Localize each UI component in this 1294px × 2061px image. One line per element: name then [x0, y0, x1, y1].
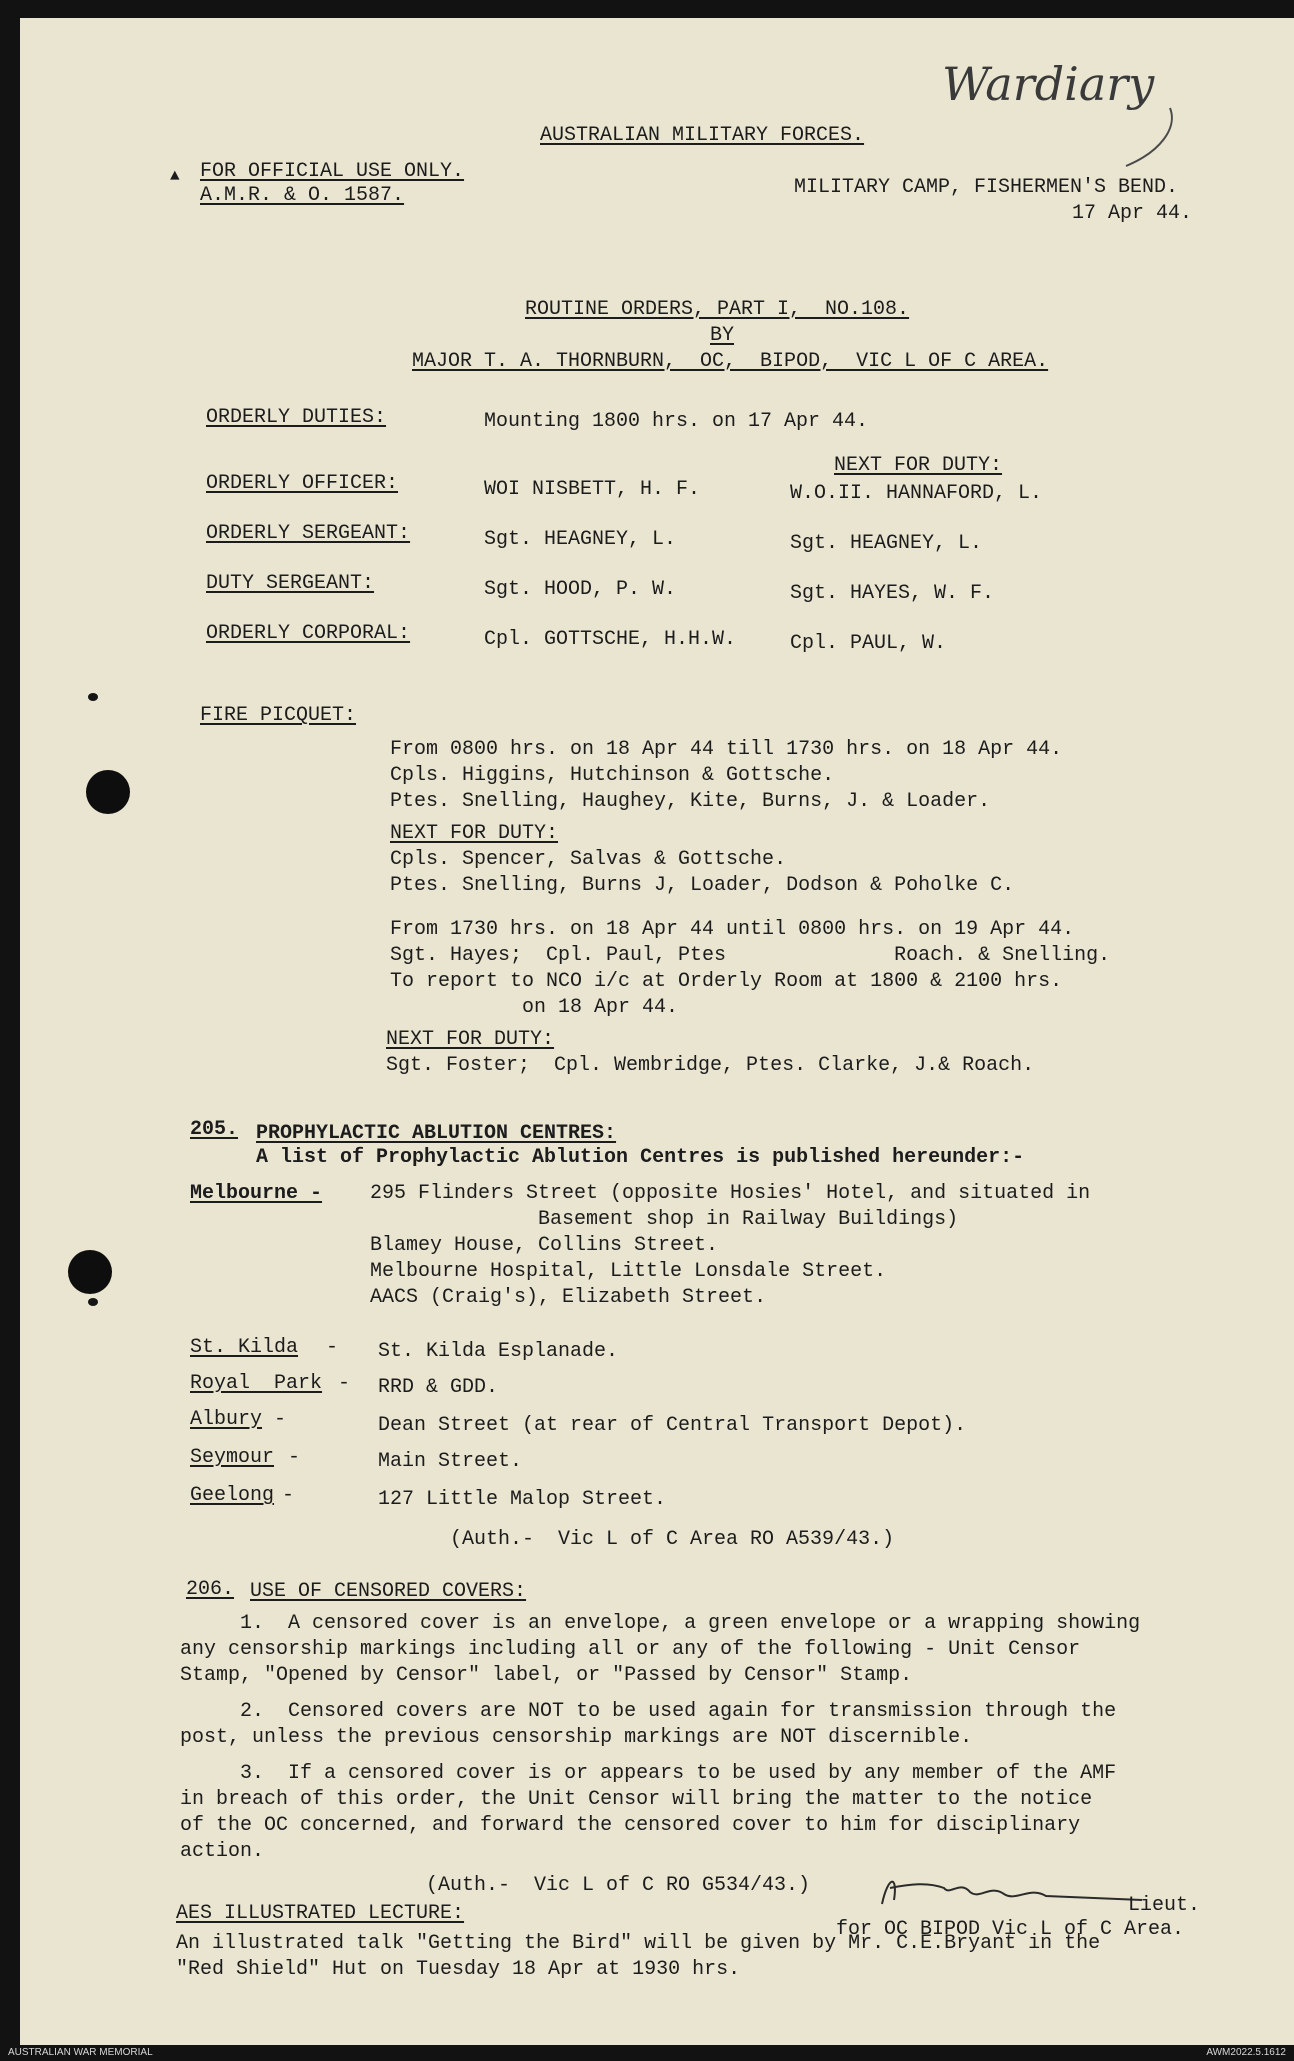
signature-rank: Lieut.: [1128, 1894, 1201, 1917]
picquet-next-header: NEXT FOR DUTY:: [386, 1028, 555, 1051]
org-heading: AUSTRALIAN MILITARY FORCES.: [540, 124, 865, 147]
centre-address: Blamey House, Collins Street.: [370, 1234, 719, 1257]
document-date: 17 Apr 44.: [1072, 202, 1193, 225]
picquet-line: Ptes. Snelling, Haughey, Kite, Burns, J. & Loader.: [390, 790, 991, 813]
orders-issuer: MAJOR T. A. THORNBURN, OC, BIPOD, VIC L OF C AREA.: [412, 350, 1049, 373]
footer-institution: AUSTRALIAN WAR MEMORIAL: [8, 2047, 153, 2058]
place-dash: -: [326, 1336, 339, 1359]
paragraph-line: 3. If a censored cover is or appears to be used by any member of the AMF: [180, 1762, 1117, 1785]
handwritten-annotation: Wardiary: [942, 57, 1155, 111]
picquet-line: Sgt. Hayes; Cpl. Paul, Ptes Roach. & Snelling.: [390, 944, 1111, 967]
triangle-mark: ▲: [170, 167, 180, 185]
centre-address: Melbourne Hospital, Little Lonsdale Street.: [370, 1260, 887, 1283]
picquet-line: Sgt. Foster; Cpl. Wembridge, Ptes. Clarke, J.& Roach.: [386, 1054, 1035, 1077]
centre-address: 295 Flinders Street (opposite Hosies' Hotel, and situated in: [370, 1182, 1091, 1205]
duty-current: Sgt. HEAGNEY, L.: [484, 528, 677, 551]
picquet-line: Ptes. Snelling, Burns J, Loader, Dodson & Poholke C.: [390, 874, 1015, 897]
place-label: Albury: [190, 1408, 263, 1431]
amr-reference: A.M.R. & O. 1587.: [200, 184, 405, 207]
authority-reference: (Auth.- Vic L of C Area RO A539/43.): [450, 1528, 895, 1551]
place-label: Geelong: [190, 1484, 275, 1507]
paragraph-line: any censorship markings including all or any of the following - Unit Censor: [180, 1638, 1081, 1661]
orders-title: ROUTINE ORDERS, PART I, NO.108.: [525, 298, 910, 321]
authority-reference: (Auth.- Vic L of C RO G534/43.): [426, 1874, 811, 1897]
archive-footer: [0, 2045, 1294, 2061]
centre-address: Dean Street (at rear of Central Transport Depot).: [378, 1414, 967, 1437]
document-page: [20, 18, 1294, 2045]
picquet-line: From 0800 hrs. on 18 Apr 44 till 1730 hrs. on 18 Apr 44.: [390, 738, 1063, 761]
place-label: Royal Park: [190, 1372, 323, 1395]
annotation-flourish: [1100, 104, 1190, 174]
duty-next: Sgt. HAYES, W. F.: [790, 582, 995, 605]
centre-address: St. Kilda Esplanade.: [378, 1340, 619, 1363]
duties-label: ORDERLY DUTIES:: [206, 406, 387, 429]
paragraph-line: in breach of this order, the Unit Censor will bring the matter to the notice: [180, 1788, 1093, 1811]
duty-next: Sgt. HEAGNEY, L.: [790, 532, 983, 555]
duty-role: ORDERLY OFFICER:: [206, 472, 399, 495]
centre-address: AACS (Craig's), Elizabeth Street.: [370, 1286, 767, 1309]
paragraph-line: "Red Shield" Hut on Tuesday 18 Apr at 1930 hrs.: [176, 1958, 741, 1981]
handwritten-signature: [870, 1866, 1150, 1916]
orders-by: BY: [710, 324, 735, 347]
picquet-line: From 1730 hrs. on 18 Apr 44 until 0800 hrs. on 19 Apr 44.: [390, 918, 1075, 941]
picquet-line: Cpls. Higgins, Hutchinson & Gottsche.: [390, 764, 835, 787]
next-for-duty-header: NEXT FOR DUTY:: [834, 454, 1003, 477]
centre-address: RRD & GDD.: [378, 1376, 499, 1399]
footer-accession: AWM2022.5.1612: [1206, 2047, 1286, 2058]
duty-role: ORDERLY SERGEANT:: [206, 522, 411, 545]
punch-hole-bottom: [68, 1250, 112, 1294]
place-dash: -: [274, 1408, 287, 1431]
paragraph-line: of the OC concerned, and forward the censored cover to him for disciplinary: [180, 1814, 1081, 1837]
section-title: PROPHYLACTIC ABLUTION CENTRES:: [256, 1122, 617, 1145]
section-title: USE OF CENSORED COVERS:: [250, 1580, 527, 1603]
paragraph-line: 1. A censored cover is an envelope, a green envelope or a wrapping showing: [180, 1612, 1141, 1635]
picquet-line: on 18 Apr 44.: [390, 996, 679, 1019]
fire-picquet-label: FIRE PICQUET:: [200, 704, 357, 727]
section-number: 206.: [186, 1578, 235, 1601]
paragraph-line: action.: [180, 1840, 265, 1863]
paragraph-line: post, unless the previous censorship markings are NOT discernible.: [180, 1726, 973, 1749]
place-label: Melbourne -: [190, 1182, 323, 1205]
mounting-time: Mounting 1800 hrs. on 17 Apr 44.: [484, 410, 869, 433]
official-use-line: FOR OFFICIAL USE ONLY.: [200, 160, 465, 183]
section-number: 205.: [190, 1118, 239, 1141]
duty-current: Sgt. HOOD, P. W.: [484, 578, 677, 601]
duty-role: ORDERLY CORPORAL:: [206, 622, 411, 645]
duty-next: Cpl. PAUL, W.: [790, 632, 947, 655]
duty-current: WOI NISBETT, H. F.: [484, 478, 701, 501]
place-dash: -: [338, 1372, 351, 1395]
picquet-line: Cpls. Spencer, Salvas & Gottsche.: [390, 848, 787, 871]
paragraph-line: Stamp, "Opened by Censor" label, or "Passed by Censor" Stamp.: [180, 1664, 913, 1687]
duty-next: W.O.II. HANNAFORD, L.: [790, 482, 1043, 505]
centre-address: Basement shop in Railway Buildings): [370, 1208, 959, 1231]
place-dash: -: [288, 1446, 301, 1469]
punch-hole-top: [86, 770, 130, 814]
picquet-next-header: NEXT FOR DUTY:: [390, 822, 559, 845]
paragraph-line: 2. Censored covers are NOT to be used again for transmission through the: [180, 1700, 1117, 1723]
section-intro: A list of Prophylactic Ablution Centres is published hereunder:-: [256, 1146, 1025, 1169]
picquet-line: To report to NCO i/c at Orderly Room at 1800 & 2100 hrs.: [390, 970, 1063, 993]
camp-location: MILITARY CAMP, FISHERMEN'S BEND.: [794, 176, 1179, 199]
duty-role: DUTY SERGEANT:: [206, 572, 375, 595]
paragraph-line: An illustrated talk "Getting the Bird" will be given by Mr. C.E.Bryant in the: [176, 1932, 1101, 1955]
paper-nick: [88, 693, 98, 701]
place-dash: -: [282, 1484, 295, 1507]
centre-address: 127 Little Malop Street.: [378, 1488, 667, 1511]
duty-current: Cpl. GOTTSCHE, H.H.W.: [484, 628, 737, 651]
signature-for: for OC BIPOD Vic L of C Area.: [836, 1918, 1185, 1941]
section-title: AES ILLUSTRATED LECTURE:: [176, 1902, 465, 1925]
centre-address: Main Street.: [378, 1450, 523, 1473]
paper-nick: [88, 1298, 98, 1306]
place-label: Seymour: [190, 1446, 275, 1469]
place-label: St. Kilda: [190, 1336, 299, 1359]
